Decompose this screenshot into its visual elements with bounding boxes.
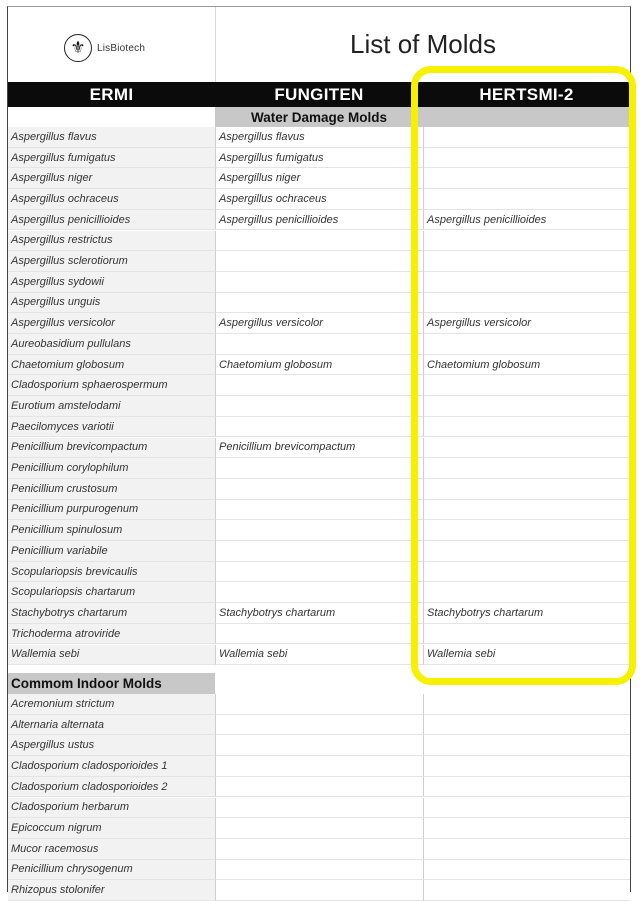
ermi-cell: Stachybotrys chartarum — [8, 603, 215, 624]
ermi-cell: Aspergillus sclerotiorum — [8, 251, 215, 272]
table-row — [8, 313, 630, 334]
column-header-fungiten: FUNGITEN — [215, 82, 423, 107]
logo-text: LisBiotech — [97, 42, 146, 54]
hertsmi2-cell — [423, 168, 630, 189]
ermi-cell: Epicoccum nigrum — [8, 818, 215, 839]
ermi-cell: Penicillium brevicompactum — [8, 438, 215, 459]
hertsmi2-cell — [423, 396, 630, 417]
ermi-cell: Trichoderma atroviride — [8, 624, 215, 645]
fungiten-cell: Aspergillus niger — [215, 168, 423, 189]
table-row — [8, 624, 630, 645]
hertsmi2-cell — [423, 541, 630, 562]
fungiten-cell — [215, 715, 423, 736]
hertsmi2-cell — [423, 520, 630, 541]
hertsmi2-cell — [423, 479, 630, 500]
hertsmi2-cell — [423, 334, 630, 355]
ermi-cell: Cladosporium herbarum — [8, 798, 215, 819]
ermi-cell: Aspergillus ustus — [8, 735, 215, 756]
fungiten-cell: Wallemia sebi — [215, 645, 423, 666]
hertsmi2-cell — [423, 500, 630, 521]
ermi-cell: Cladosporium sphaerospermum — [8, 375, 215, 396]
ermi-cell: Aspergillus flavus — [8, 127, 215, 148]
fungiten-cell — [215, 334, 423, 355]
table-row — [8, 127, 630, 148]
hertsmi2-cell — [423, 694, 630, 715]
fungiten-cell — [215, 694, 423, 715]
table-row — [8, 798, 630, 819]
table-row — [8, 818, 630, 839]
table-row — [8, 756, 630, 777]
table-row — [8, 562, 630, 583]
fungiten-cell — [215, 231, 423, 252]
ermi-cell: Rhizopus stolonifer — [8, 880, 215, 901]
fungiten-cell: Aspergillus fumigatus — [215, 148, 423, 169]
hertsmi2-cell — [423, 735, 630, 756]
hertsmi2-cell — [423, 715, 630, 736]
fungiten-cell: Aspergillus penicillioides — [215, 210, 423, 231]
hertsmi2-cell: Stachybotrys chartarum — [423, 603, 630, 624]
fungiten-cell — [215, 880, 423, 901]
page-title: List of Molds — [350, 29, 496, 59]
hertsmi2-cell — [423, 860, 630, 881]
hertsmi2-cell — [423, 272, 630, 293]
hertsmi2-cell — [423, 582, 630, 603]
fungiten-cell — [215, 735, 423, 756]
fungiten-cell: Aspergillus versicolor — [215, 313, 423, 334]
hertsmi2-cell: Chaetomium globosum — [423, 355, 630, 376]
fungiten-cell — [215, 541, 423, 562]
fungiten-cell: Aspergillus flavus — [215, 127, 423, 148]
ermi-cell: Paecilomyces variotii — [8, 417, 215, 438]
table-row — [8, 168, 630, 189]
ermi-cell: Aspergillus unguis — [8, 293, 215, 314]
ermi-cell: Penicillium purpurogenum — [8, 500, 215, 521]
fungiten-cell — [215, 458, 423, 479]
fungiten-cell — [215, 756, 423, 777]
mold-list-sheet — [7, 6, 631, 897]
fungiten-cell: Chaetomium globosum — [215, 355, 423, 376]
ermi-cell: Acremonium strictum — [8, 694, 215, 715]
table-row — [8, 500, 630, 521]
hertsmi2-cell — [423, 839, 630, 860]
fungiten-cell — [215, 582, 423, 603]
ermi-cell: Scopulariopsis chartarum — [8, 582, 215, 603]
fungiten-cell — [215, 562, 423, 583]
table-row — [8, 582, 630, 603]
ermi-cell: Wallemia sebi — [8, 645, 215, 666]
ermi-cell: Aureobasidium pullulans — [8, 334, 215, 355]
ermi-cell: Chaetomium globosum — [8, 355, 215, 376]
ermi-cell: Penicillium crustosum — [8, 479, 215, 500]
fungiten-cell — [215, 839, 423, 860]
fungiten-cell — [215, 396, 423, 417]
table-row — [8, 880, 630, 901]
ermi-cell: Aspergillus ochraceus — [8, 189, 215, 210]
ermi-cell: Penicillium variabile — [8, 541, 215, 562]
ermi-cell: Aspergillus versicolor — [8, 313, 215, 334]
table-row — [8, 438, 630, 459]
hertsmi2-cell: Aspergillus versicolor — [423, 313, 630, 334]
table-row — [8, 293, 630, 314]
ermi-cell: Cladosporium cladosporioides 1 — [8, 756, 215, 777]
fungiten-cell — [215, 500, 423, 521]
table-row — [8, 396, 630, 417]
table-row — [8, 541, 630, 562]
table-row — [8, 860, 630, 881]
table-row — [8, 210, 630, 231]
hertsmi2-cell — [423, 231, 630, 252]
fungiten-cell: Aspergillus ochraceus — [215, 189, 423, 210]
hertsmi2-cell — [423, 189, 630, 210]
ermi-cell: Penicillium chrysogenum — [8, 860, 215, 881]
fleur-de-lis-icon: ⚜ — [64, 34, 92, 62]
table-row — [8, 189, 630, 210]
column-header-ermi: ERMI — [8, 82, 215, 107]
ermi-cell: Aspergillus fumigatus — [8, 148, 215, 169]
ermi-cell: Penicillium spinulosum — [8, 520, 215, 541]
table-row — [8, 231, 630, 252]
fungiten-cell — [215, 417, 423, 438]
hertsmi2-cell — [423, 880, 630, 901]
table-row — [8, 777, 630, 798]
table-row — [8, 839, 630, 860]
ermi-cell: Alternaria alternata — [8, 715, 215, 736]
section-header-common-indoor: Commom Indoor Molds — [8, 673, 215, 694]
ermi-cell: Aspergillus penicillioides — [8, 210, 215, 231]
sheet-header — [8, 7, 630, 82]
hertsmi2-cell — [423, 624, 630, 645]
hertsmi2-cell — [423, 417, 630, 438]
table-row — [8, 458, 630, 479]
hertsmi2-cell — [423, 293, 630, 314]
fungiten-cell — [215, 818, 423, 839]
table-row — [8, 520, 630, 541]
fungiten-cell — [215, 375, 423, 396]
table-row — [8, 417, 630, 438]
fungiten-cell — [215, 520, 423, 541]
ermi-cell: Aspergillus restrictus — [8, 231, 215, 252]
logo-cell — [8, 7, 216, 82]
hertsmi2-cell: Aspergillus penicillioides — [423, 210, 630, 231]
hertsmi2-cell — [423, 438, 630, 459]
table-row — [8, 272, 630, 293]
hertsmi2-cell: Wallemia sebi — [423, 645, 630, 666]
ermi-cell: Scopulariopsis brevicaulis — [8, 562, 215, 583]
hertsmi2-cell — [423, 777, 630, 798]
hertsmi2-cell — [423, 251, 630, 272]
fungiten-cell — [215, 251, 423, 272]
fungiten-cell — [215, 798, 423, 819]
table-row — [8, 645, 630, 666]
fungiten-cell — [215, 272, 423, 293]
fungiten-cell — [215, 777, 423, 798]
fungiten-cell — [215, 293, 423, 314]
section-header-fill — [423, 107, 630, 127]
column-header-hertsmi2: HERTSMI-2 — [423, 82, 630, 107]
hertsmi2-cell — [423, 562, 630, 583]
lisbiotech-logo — [64, 34, 145, 62]
hertsmi2-cell — [423, 798, 630, 819]
ermi-cell: Aspergillus sydowii — [8, 272, 215, 293]
table-row — [8, 251, 630, 272]
fungiten-cell — [215, 479, 423, 500]
fungiten-cell: Stachybotrys chartarum — [215, 603, 423, 624]
ermi-cell: Mucor racemosus — [8, 839, 215, 860]
hertsmi2-cell — [423, 127, 630, 148]
fungiten-cell: Penicillium brevicompactum — [215, 438, 423, 459]
ermi-cell: Cladosporium cladosporioides 2 — [8, 777, 215, 798]
table-row — [8, 479, 630, 500]
table-row — [8, 694, 630, 715]
table-row — [8, 715, 630, 736]
ermi-cell: Eurotium amstelodami — [8, 396, 215, 417]
ermi-cell: Aspergillus niger — [8, 168, 215, 189]
fungiten-cell — [215, 624, 423, 645]
section-header-water-damage: Water Damage Molds — [215, 107, 423, 127]
hertsmi2-cell — [423, 458, 630, 479]
hertsmi2-cell — [423, 375, 630, 396]
table-row — [8, 735, 630, 756]
hertsmi2-cell — [423, 756, 630, 777]
ermi-cell: Penicillium corylophilum — [8, 458, 215, 479]
table-row — [8, 375, 630, 396]
hertsmi2-cell — [423, 818, 630, 839]
table-row — [8, 355, 630, 376]
table-row — [8, 603, 630, 624]
table-row — [8, 334, 630, 355]
table-row — [8, 148, 630, 169]
fungiten-cell — [215, 860, 423, 881]
hertsmi2-cell — [423, 148, 630, 169]
